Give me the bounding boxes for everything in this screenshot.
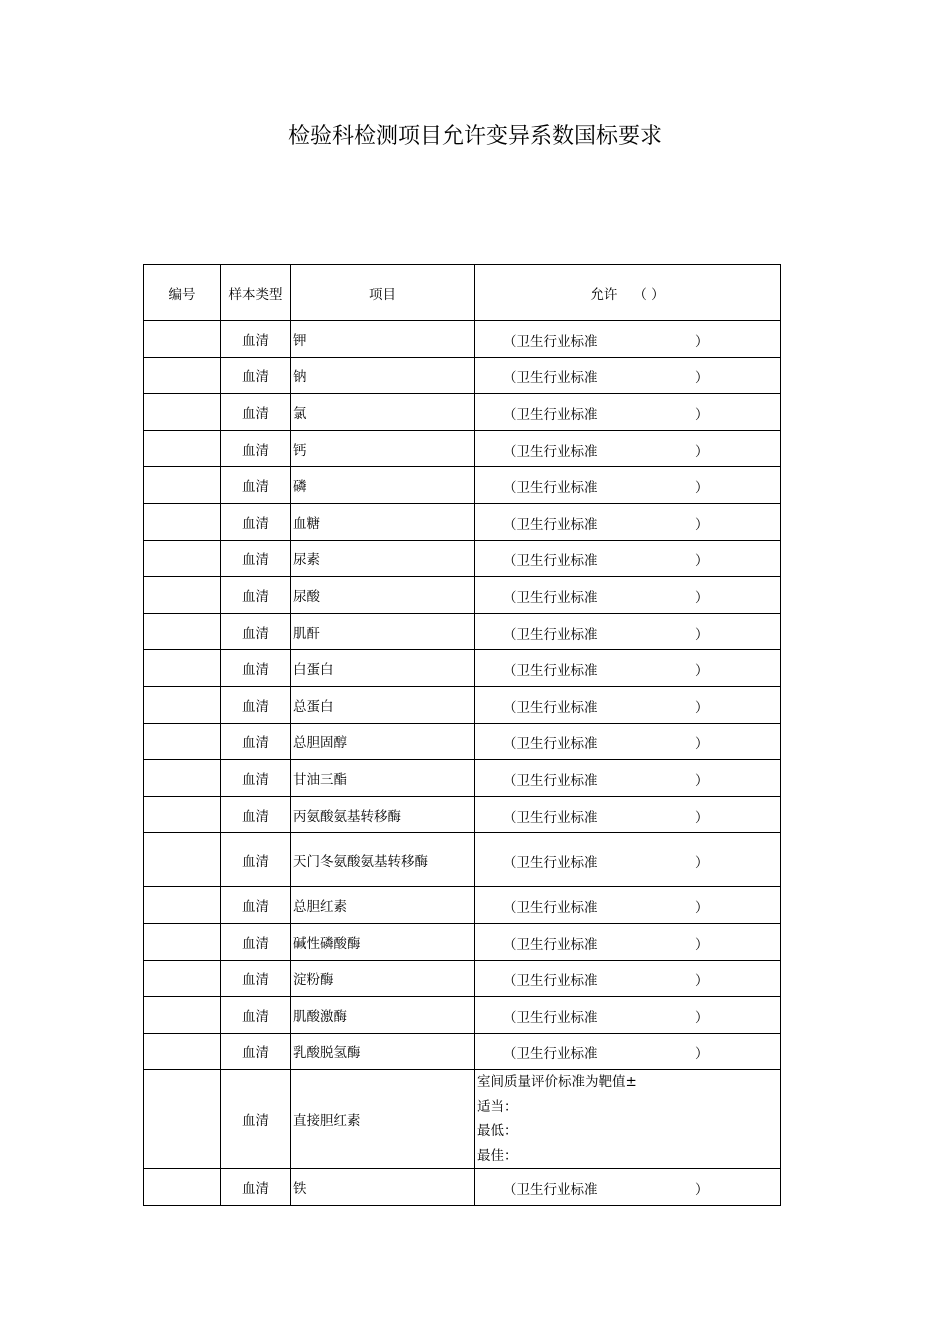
cell-sample-type: 血清 — [221, 833, 291, 887]
standard-close-paren: ） — [695, 1009, 709, 1026]
table-row — [144, 796, 781, 833]
standard-label: （卫生行业标准 — [503, 589, 598, 606]
cell-standard — [475, 577, 781, 614]
standard-close-paren: ） — [695, 973, 709, 990]
standard-text — [475, 896, 780, 917]
standard-close-paren: ） — [695, 589, 709, 606]
cell-sample-type: 血清 — [221, 1070, 291, 1169]
cell-item: 肌酸激酶 — [291, 997, 475, 1034]
standard-label: （卫生行业标准 — [503, 699, 598, 716]
cell-standard — [475, 833, 781, 887]
cell-standard — [475, 1033, 781, 1070]
cell-no — [144, 833, 221, 887]
standard-line: 最低： — [477, 1123, 518, 1140]
cell-sample-type: 血清 — [221, 613, 291, 650]
standard-label: （卫生行业标准 — [503, 553, 598, 570]
cell-sample-type: 血清 — [221, 540, 291, 577]
cell-sample-type: 血清 — [221, 796, 291, 833]
standard-label: （卫生行业标准 — [503, 626, 598, 643]
cell-no — [144, 1033, 221, 1070]
table-row — [144, 960, 781, 997]
standard-close-paren: ） — [695, 736, 709, 753]
table-row — [144, 686, 781, 723]
standard-text — [475, 586, 780, 604]
cell-standard — [475, 960, 781, 997]
cell-no — [144, 321, 221, 358]
standard-label: （卫生行业标准 — [503, 1182, 598, 1199]
cell-item: 乳酸脱氢酶 — [291, 1033, 475, 1070]
cell-standard — [475, 760, 781, 797]
cell-item: 淀粉酶 — [291, 960, 475, 997]
table-row — [144, 540, 781, 577]
cell-standard — [475, 686, 781, 723]
standard-label: （卫生行业标准 — [503, 900, 598, 917]
cell-standard — [475, 503, 781, 540]
cell-item: 尿酸 — [291, 577, 475, 614]
standard-text — [475, 806, 780, 824]
standard-close-paren: ） — [695, 370, 709, 387]
cell-sample-type: 血清 — [221, 723, 291, 760]
header-allow — [475, 265, 781, 321]
cell-sample-type: 血清 — [221, 503, 291, 540]
standard-text — [475, 366, 780, 387]
cell-item: 尿素 — [291, 540, 475, 577]
cell-standard — [475, 887, 781, 924]
cell-sample-type: 血清 — [221, 887, 291, 924]
cell-item: 直接胆红素 — [291, 1070, 475, 1169]
table-row — [144, 1169, 781, 1206]
cell-no — [144, 923, 221, 960]
standard-text — [475, 933, 780, 951]
cell-no — [144, 887, 221, 924]
cell-standard — [475, 997, 781, 1034]
standard-label: （卫生行业标准 — [503, 370, 598, 387]
cell-item: 钾 — [291, 321, 475, 358]
table-row — [144, 887, 781, 924]
cell-standard — [475, 540, 781, 577]
standard-text — [475, 513, 780, 531]
cv-requirements-table — [143, 264, 781, 1206]
table-row — [144, 997, 781, 1034]
table-row — [144, 650, 781, 687]
table-row — [144, 613, 781, 650]
standard-close-paren: ） — [695, 553, 709, 570]
table-row — [144, 723, 781, 760]
cell-no — [144, 723, 221, 760]
standard-text — [475, 696, 780, 714]
table-row — [144, 1033, 781, 1070]
standard-close-paren: ） — [695, 1182, 709, 1199]
cell-standard — [475, 430, 781, 467]
cell-sample-type: 血清 — [221, 923, 291, 960]
standard-label: （卫生行业标准 — [503, 406, 598, 423]
cell-standard — [475, 357, 781, 394]
standard-close-paren: ） — [695, 443, 709, 460]
cell-item: 钠 — [291, 357, 475, 394]
cell-sample-type: 血清 — [221, 960, 291, 997]
table-row — [144, 357, 781, 394]
standard-label: （卫生行业标准 — [503, 663, 598, 680]
standard-label: （卫生行业标准 — [503, 480, 598, 497]
table-header-row — [144, 265, 781, 321]
cell-item: 氯 — [291, 394, 475, 431]
standard-close-paren: ） — [695, 480, 709, 497]
cell-sample-type: 血清 — [221, 686, 291, 723]
standard-close-paren: ） — [695, 854, 709, 871]
cell-standard — [475, 467, 781, 504]
cell-no — [144, 686, 221, 723]
standard-text — [475, 549, 780, 570]
cell-standard — [475, 1070, 781, 1169]
cell-no — [144, 503, 221, 540]
cell-item: 丙氨酸氨基转移酶 — [291, 796, 475, 833]
standard-label: （卫生行业标准 — [503, 1009, 598, 1026]
standard-line: 最佳： — [477, 1147, 518, 1164]
table-row — [144, 321, 781, 358]
cell-standard — [475, 723, 781, 760]
header-no: 编号 — [144, 265, 221, 321]
cell-sample-type: 血清 — [221, 577, 291, 614]
cell-no — [144, 960, 221, 997]
header-item: 项目 — [291, 265, 475, 321]
cell-standard — [475, 796, 781, 833]
table-row — [144, 430, 781, 467]
cell-standard — [475, 1169, 781, 1206]
header-allow-label: 允许 — [590, 286, 618, 303]
standard-close-paren: ） — [695, 516, 709, 533]
cell-item: 碱性磷酸酶 — [291, 923, 475, 960]
cell-sample-type: 血清 — [221, 650, 291, 687]
cell-no — [144, 467, 221, 504]
table-row — [144, 1070, 781, 1169]
cell-sample-type: 血清 — [221, 1033, 291, 1070]
cell-no — [144, 997, 221, 1034]
table-row — [144, 394, 781, 431]
cell-no — [144, 1070, 221, 1169]
cell-item: 甘油三酯 — [291, 760, 475, 797]
standard-text — [475, 440, 780, 458]
cell-sample-type: 血清 — [221, 1169, 291, 1206]
cell-sample-type: 血清 — [221, 321, 291, 358]
cell-no — [144, 760, 221, 797]
standard-close-paren: ） — [695, 809, 709, 826]
standard-text — [475, 476, 780, 497]
cell-no — [144, 394, 221, 431]
standard-close-paren: ） — [695, 900, 709, 917]
standard-label: （卫生行业标准 — [503, 516, 598, 533]
cell-item: 肌酐 — [291, 613, 475, 650]
table-row — [144, 577, 781, 614]
page-title: 检验科检测项目允许变异系数国标要求 — [287, 124, 662, 149]
standard-label: （卫生行业标准 — [503, 854, 598, 871]
cell-standard — [475, 394, 781, 431]
cell-item: 铁 — [291, 1169, 475, 1206]
standard-line: 适当： — [477, 1098, 518, 1115]
standard-text — [475, 403, 780, 421]
standard-label: （卫生行业标准 — [503, 736, 598, 753]
cell-no — [144, 796, 221, 833]
cell-sample-type: 血清 — [221, 997, 291, 1034]
cell-standard — [475, 321, 781, 358]
cell-no — [144, 540, 221, 577]
standard-label: （卫生行业标准 — [503, 772, 598, 789]
cell-item: 总胆红素 — [291, 887, 475, 924]
standard-text — [475, 1042, 780, 1063]
cell-no — [144, 650, 221, 687]
header-allow-paren: （ ） — [633, 286, 665, 303]
standard-close-paren: ） — [695, 333, 709, 350]
cell-sample-type: 血清 — [221, 760, 291, 797]
standard-text — [475, 623, 780, 641]
standard-text — [475, 769, 780, 787]
cell-standard — [475, 650, 781, 687]
standard-close-paren: ） — [695, 663, 709, 680]
cell-item: 白蛋白 — [291, 650, 475, 687]
cell-sample-type: 血清 — [221, 394, 291, 431]
standard-text — [475, 969, 780, 990]
standard-text — [475, 330, 780, 348]
cell-item: 天门冬氨酸氨基转移酶 — [291, 833, 475, 887]
cell-no — [144, 1169, 221, 1206]
standard-line: 室间质量评价标准为靶值± — [477, 1074, 637, 1091]
standard-close-paren: ） — [695, 772, 709, 789]
standard-label: （卫生行业标准 — [503, 1046, 598, 1063]
standard-close-paren: ） — [695, 699, 709, 716]
standard-text — [475, 1006, 780, 1024]
cell-no — [144, 430, 221, 467]
table-row — [144, 833, 781, 887]
standard-text — [475, 1178, 780, 1199]
cell-standard — [475, 613, 781, 650]
cell-no — [144, 577, 221, 614]
cell-item: 血糖 — [291, 503, 475, 540]
cell-sample-type: 血清 — [221, 467, 291, 504]
cell-item: 总胆固醇 — [291, 723, 475, 760]
standard-label: （卫生行业标准 — [503, 809, 598, 826]
standard-label: （卫生行业标准 — [503, 443, 598, 460]
standard-label: （卫生行业标准 — [503, 973, 598, 990]
standard-text — [475, 659, 780, 680]
cell-sample-type: 血清 — [221, 430, 291, 467]
standard-close-paren: ） — [695, 936, 709, 953]
cell-no — [144, 613, 221, 650]
standard-text — [475, 851, 780, 869]
standard-close-paren: ） — [695, 1046, 709, 1063]
standard-close-paren: ） — [695, 406, 709, 423]
table-row — [144, 467, 781, 504]
standard-label: （卫生行业标准 — [503, 333, 598, 350]
cell-no — [144, 357, 221, 394]
standard-close-paren: ） — [695, 626, 709, 643]
cell-item: 总蛋白 — [291, 686, 475, 723]
header-sample-type: 样本类型 — [221, 265, 291, 321]
cell-item: 钙 — [291, 430, 475, 467]
cell-standard — [475, 923, 781, 960]
cell-sample-type: 血清 — [221, 357, 291, 394]
cell-item: 磷 — [291, 467, 475, 504]
standard-label: （卫生行业标准 — [503, 936, 598, 953]
table-row — [144, 503, 781, 540]
table-row — [144, 760, 781, 797]
table-row — [144, 923, 781, 960]
standard-text — [475, 732, 780, 753]
